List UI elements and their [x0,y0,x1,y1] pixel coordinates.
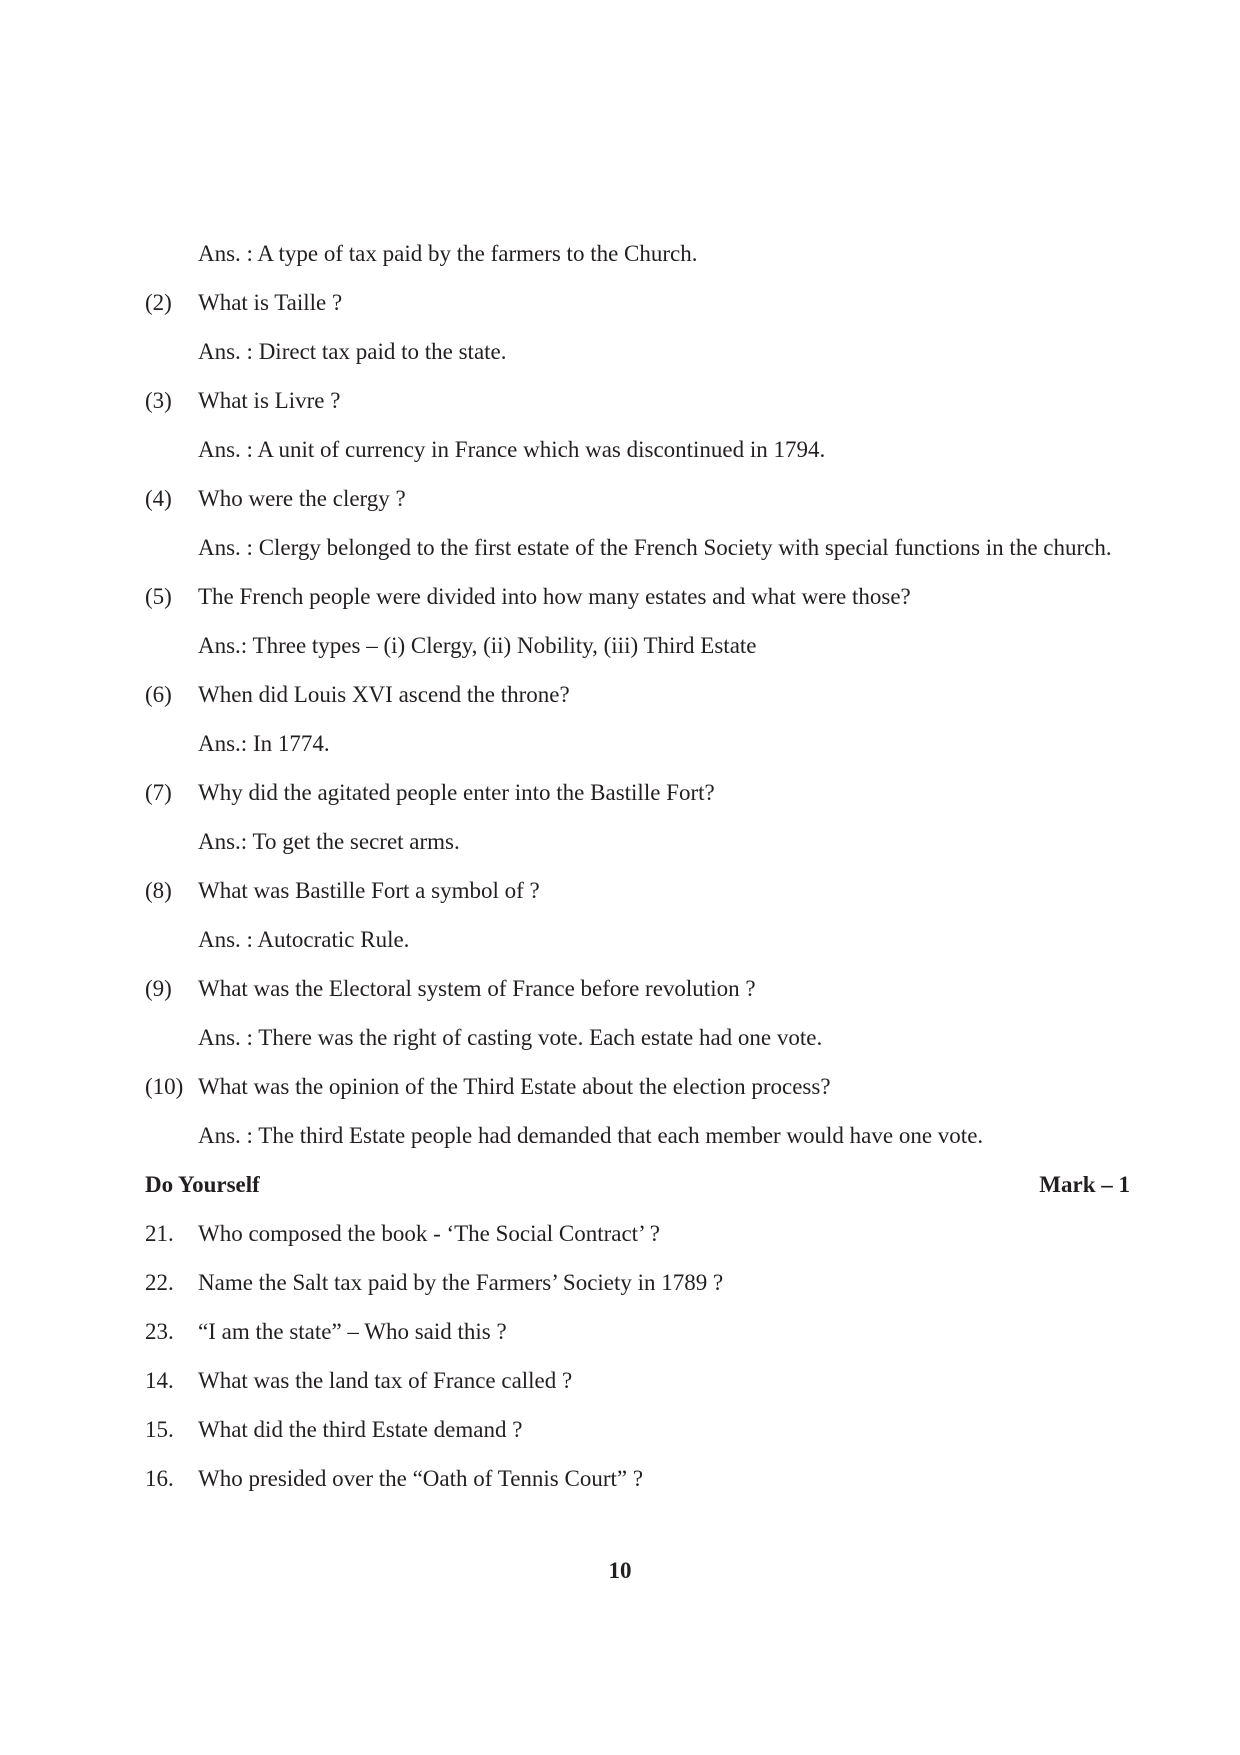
exercise-text: What was the land tax of France called ? [198,1368,573,1393]
exercise-text: Who presided over the “Oath of Tennis Court” ? [198,1466,644,1491]
exercise-number: 21. [145,1221,174,1246]
page-number: 10 [608,1558,632,1583]
section-title: Do Yourself [145,1172,260,1197]
question-number: (4) [145,486,172,511]
question-text: What was Bastille Fort a symbol of ? [198,878,540,903]
exercise-item [145,1463,1130,1512]
question-text: When did Louis XVI ascend the throne? [198,682,570,707]
exercise-item [145,1267,1130,1316]
answer-7: Ans.: To get the secret arms. [198,829,460,854]
question-2 [145,287,1130,336]
question-number: (10) [145,1074,184,1099]
exercise-item [145,1414,1130,1463]
question-9 [145,973,1130,1022]
exercise-number: 23. [145,1319,174,1344]
question-text: The French people were divided into how many estates and what were those? [198,584,911,609]
question-3 [145,385,1130,434]
answer-2: Ans. : Direct tax paid to the state. [198,339,507,364]
exercise-text: Name the Salt tax paid by the Farmers’ Society in 1789 ? [198,1270,724,1295]
question-text: What was the opinion of the Third Estate about the election process? [198,1074,831,1099]
exercise-item [145,1316,1130,1365]
question-10 [145,1071,1130,1120]
question-text: What is Livre ? [198,388,341,413]
question-number: (9) [145,976,172,1001]
section-marks: Mark – 1 [1039,1172,1130,1197]
exercise-text: “I am the state” – Who said this ? [198,1319,507,1344]
section-heading [145,1169,1130,1218]
question-7 [145,777,1130,826]
answer-1: Ans. : A type of tax paid by the farmers to the Church. [198,241,698,266]
question-number: (2) [145,290,172,315]
exercise-item [145,1365,1130,1414]
question-number: (6) [145,682,172,707]
answer-4: Ans. : Clergy belonged to the first estate of the French Society with special functions in the church. [198,535,1112,560]
question-number: (8) [145,878,172,903]
exercise-text: Who composed the book - ‘The Social Contract’ ? [198,1221,660,1246]
question-number: (7) [145,780,172,805]
question-text: What was the Electoral system of France before revolution ? [198,976,756,1001]
question-text: Why did the agitated people enter into the Bastille Fort? [198,780,715,805]
question-4 [145,483,1130,532]
answer-9: Ans. : There was the right of casting vote. Each estate had one vote. [198,1025,823,1050]
question-number: (3) [145,388,172,413]
answer-8: Ans. : Autocratic Rule. [198,927,410,952]
exercise-number: 22. [145,1270,174,1295]
question-text: What is Taille ? [198,290,343,315]
answer-6: Ans.: In 1774. [198,731,330,756]
question-6 [145,679,1130,728]
exercise-text: What did the third Estate demand ? [198,1417,523,1442]
exercise-number: 15. [145,1417,174,1442]
exercise-item [145,1218,1130,1267]
exercise-number: 16. [145,1466,174,1491]
question-number: (5) [145,584,172,609]
answer-3: Ans. : A unit of currency in France which was discontinued in 1794. [198,437,826,462]
page-content [145,238,1130,1512]
question-text: Who were the clergy ? [198,486,406,511]
question-5 [145,581,1130,630]
exercise-number: 14. [145,1368,174,1393]
answer-5: Ans.: Three types – (i) Clergy, (ii) Nobility, (iii) Third Estate [198,633,757,658]
question-8 [145,875,1130,924]
answer-10: Ans. : The third Estate people had demanded that each member would have one vote. [198,1123,984,1148]
